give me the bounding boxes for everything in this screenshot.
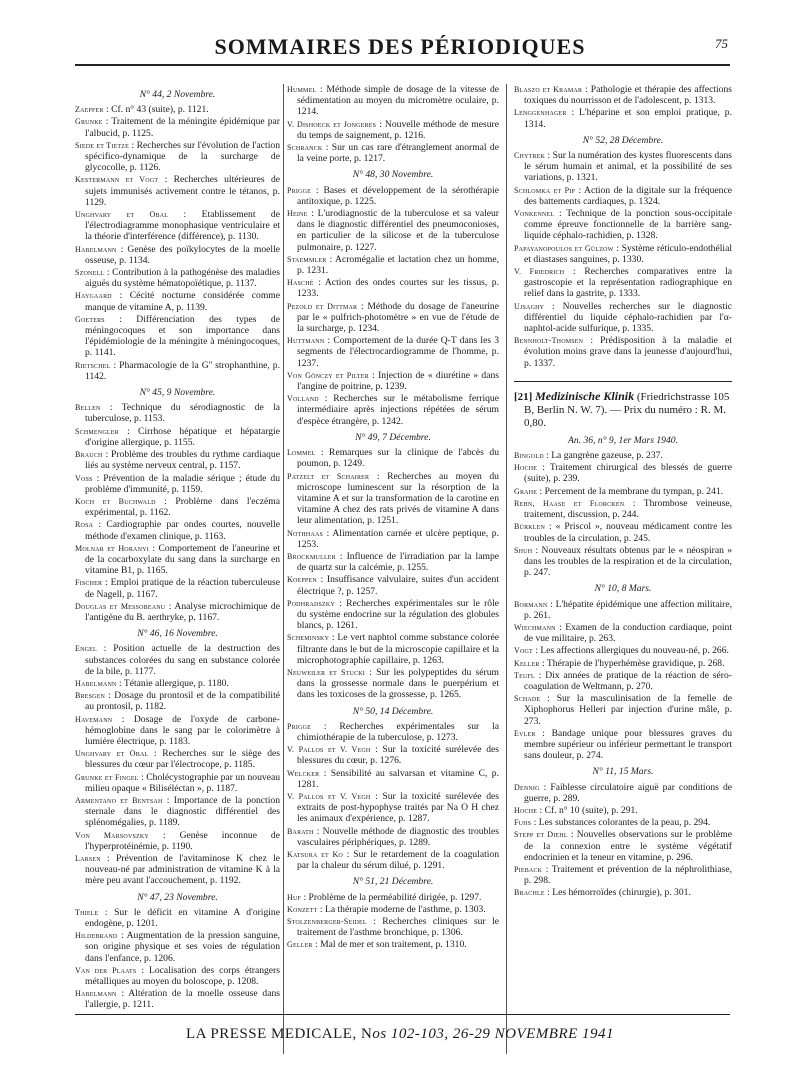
entry-text: : Méthode simple de dosage de la vitesse de sédimentation au moyen du micromètre oculaire, p. 1214. <box>297 84 499 118</box>
entry-text: : Sur un cas rare d'étranglement anormal de la veine porte, p. 1217. <box>297 142 499 165</box>
entry-text: : Genèse des poïkylocytes de la moelle osseuse, p. 1134. <box>85 243 280 266</box>
entry-text: : Sur le déficit en vitamine A d'origine endogène, p. 1201. <box>85 906 280 930</box>
entry-text: : Problème des troubles du rythme cardiaque liés au système nerveux central, p. 1157. <box>85 449 280 472</box>
entry-text: : L'hépatite épidémique une affection militaire, p. 261. <box>524 598 732 621</box>
entry-author: Siede et Tietze <box>75 140 129 150</box>
entry-text: : Genèse inconnue de l'hyperprotéinémie, p. 1190. <box>85 829 280 852</box>
entry-text: : Pharmacologie de la G'' strophanthine, p. 1142. <box>85 359 280 382</box>
list-item <box>287 744 499 766</box>
list-item <box>287 667 499 701</box>
entry-author: Papayanopoulos et Gülzow <box>514 243 614 253</box>
entry-text: : Cf. n° 43 (suite), p. 1121. <box>103 104 209 116</box>
entry-text: : Technique du sérodiagnostic de la tuberculose, p. 1153. <box>85 402 280 425</box>
entry-author: V. Friedrich <box>514 267 565 277</box>
entry-author: Larsen <box>75 854 101 863</box>
list-item <box>514 450 732 461</box>
entry-author: V. Pallos et V. Vegh <box>287 745 371 755</box>
list-item <box>75 174 280 208</box>
list-item <box>287 598 499 632</box>
entry-author: Pieback <box>514 864 543 874</box>
journal-name: Medizinische Klinik <box>535 388 635 403</box>
entry-author: V. Pallos et V. Vegh <box>287 791 371 801</box>
entry-text: : Recherches comparatives entre la gastroscopie et la représentation radiographique en relief dans la gastrite, p. 1333. <box>524 266 732 300</box>
entry-text: : Les hémorroïdes (chirurgie), p. 301. <box>544 887 691 899</box>
section-rule <box>514 381 732 382</box>
list-item <box>75 104 280 115</box>
list-item <box>514 658 732 669</box>
entry-author: Fischer <box>75 578 103 588</box>
entry-text: : Faiblesse circulatoire aiguë par conditions de guerre, p. 289. <box>524 781 732 804</box>
entry-author: Havemann <box>75 714 113 724</box>
list-item <box>75 290 280 312</box>
list-item <box>514 805 732 816</box>
entry-text: : Sur la toxicité surélevée des blessures du cœur, p. 1276. <box>297 744 499 767</box>
list-item <box>75 360 280 382</box>
entry-author: Vonkennel <box>514 209 555 219</box>
entry-text: : Sur la numération des kystes fluorescents dans le sérum humain et animal, et la possibilité de ses variations, p. 1321. <box>524 150 732 184</box>
entry-author: Rietschel <box>75 360 111 370</box>
entry-author: Prigge <box>287 185 311 195</box>
issue-heading: An. 36, n° 9, 1er Mars 1940. <box>568 434 678 446</box>
entry-author: Bormann <box>514 599 548 609</box>
column-3 <box>514 84 732 900</box>
entry-author: Stolzenberger-Seidel <box>287 917 367 927</box>
entry-author: Huttmann <box>287 336 325 346</box>
entry-author: Barath <box>287 826 314 836</box>
entry-text: : Dix années de pratique de la réaction de séro-coagulation de Weltmann, p. 270. <box>524 669 732 692</box>
entry-text: : Nouvelles observations sur le problème de la connexion entre le système végétatif endocrinien et la teneur en vitamine, p. 296. <box>524 829 732 863</box>
entry-author: Van der Plaats <box>75 965 137 975</box>
entry-author: Patzelt et Schairer <box>287 471 370 481</box>
list-item <box>287 551 499 573</box>
issue-heading: N° 44, 2 Novembre. <box>139 89 216 100</box>
entry-author: Goeters <box>75 314 105 324</box>
entry-author: Lommel <box>287 448 316 458</box>
entry-text: : Cardiographie par ondes courtes, nouvelle méthode d'examen clinique, p. 1163. <box>85 519 280 542</box>
entry-text: : Nouvelles recherches sur le diagnostic différentiel du liquide céphalo-rachidien par l'α-naphtol-acide sulfurique, p. 1335. <box>524 300 732 335</box>
list-item <box>287 768 499 790</box>
list-item <box>75 830 280 852</box>
entry-text: : Technique de la ponction sous-occipitale comme épreuve fonctionnelle de la barrière sang-liquide céphalo-rachidien, p. 1328. <box>524 208 732 242</box>
issue-heading: N° 46, 16 Novembre. <box>137 628 218 640</box>
list-item <box>514 622 732 644</box>
list-item <box>75 116 280 138</box>
list-item <box>514 266 732 300</box>
list-item <box>75 795 280 829</box>
entry-text: : Méthode du dosage de l'aneurine par le « pulfrich-photomètre » en vue de l'étude de la surcharge, p. 1234. <box>297 300 499 335</box>
entry-author: Nothhaas <box>287 528 324 538</box>
list-item <box>287 277 499 299</box>
list-item <box>514 301 732 335</box>
list-item <box>287 185 499 207</box>
list-item <box>75 577 280 599</box>
list-item <box>287 335 499 369</box>
entry-author: Bellen <box>75 403 101 413</box>
entry-author: Volland <box>287 394 319 404</box>
list-item <box>514 887 732 898</box>
entry-author: Bennholt-Thomsen <box>514 336 584 346</box>
entry-text: : Recherches au moyen du microscope luminescent sur la résorption de la vitamine A et sur la transformation de la carotine en vitamine A chez des rats privés de vitamine A dans leur alimentation, p. 1251. <box>297 470 499 527</box>
entry-text: : Les substances colorantes de la peau, p. 294. <box>531 817 711 829</box>
entry-text: : Sur les polypeptides du sérum dans la grossesse normale dans le puerpérium et dans les toxicoses de la grossesse, p. 1265. <box>297 666 499 701</box>
entry-text: : Action des ondes courtes sur les tissus, p. 1233. <box>297 277 499 300</box>
list-item <box>514 829 732 863</box>
list-item <box>75 140 280 174</box>
entry-text: : Recherches sur le métabolisme ferrique intermédiaire après injections répétées de sérum d'espèce étrangère, p. 1242. <box>297 393 499 427</box>
entry-author: Ujsaghy <box>514 301 545 311</box>
list-item <box>75 690 280 712</box>
entry-author: Rosa <box>75 520 94 530</box>
list-item <box>287 447 499 469</box>
list-item <box>514 645 732 656</box>
issue-heading: N° 52, 28 Décembre. <box>582 134 664 146</box>
list-item <box>514 693 732 727</box>
entry-text: : Nouveaux résultats obtenus par le « néospiran » dans les troubles de la respiration et de la circulation, p. 247. <box>524 544 732 579</box>
entry-text: : Traitement chirurgical des blessés de guerre (suite), p. 239. <box>524 462 732 485</box>
list-item <box>287 574 499 596</box>
list-item <box>514 150 732 184</box>
list-item <box>287 528 499 550</box>
list-item <box>75 748 280 770</box>
entry-text: : Prévention de l'avitaminose K chez le nouveau-né par administration de vitamine K à la mère peu avant l'accouchement, p. 1192. <box>85 853 280 887</box>
entry-text: : Examen de la conduction cardiaque, point de vue militaire, p. 263. <box>524 621 732 645</box>
list-item <box>75 543 280 577</box>
list-item <box>75 853 280 887</box>
entry-text: : Système réticulo-endothélial et diastases sanguines, p. 1330. <box>524 242 732 265</box>
list-item <box>287 393 499 427</box>
list-item <box>287 939 499 950</box>
list-item <box>514 107 732 129</box>
entry-text: : La gangrène gazeuse, p. 237. <box>543 450 663 462</box>
entry-text: : Recherches expérimentales sur le rôle du système endocrine sur la régulation des globules blancs, p. 1261. <box>297 597 499 632</box>
list-item <box>287 301 499 335</box>
entry-author: Grunke et Fingel <box>75 772 139 782</box>
entry-author: Shuh <box>514 545 533 555</box>
list-item <box>287 721 499 743</box>
entry-text: : Action de la digitale sur la fréquence des battements cardiaques, p. 1324. <box>524 184 732 207</box>
list-item <box>514 462 732 484</box>
entry-text: : Sur le retardement de la coagulation par la chaleur du sérum dilué, p. 1291. <box>297 849 500 872</box>
entry-author: Hummel <box>287 85 317 94</box>
entry-text: : Importance de la ponction sternale dans le diagnostic différentiel des splénomégalies, p. 1189. <box>85 794 280 829</box>
entry-author: Thiele <box>75 907 99 917</box>
entry-author: Keller <box>514 658 540 668</box>
entry-text: : Sur la masculinisation de la femelle de Xiphophorus Helleri par injection d'urine mâle, p. 273. <box>524 693 732 727</box>
list-item <box>75 314 280 359</box>
list-item <box>75 496 280 518</box>
entry-text: : Analyse microchimique de l'antigène du B. aerthryke, p. 1167. <box>85 600 280 623</box>
list-item <box>514 864 732 886</box>
list-item <box>287 826 499 848</box>
entry-text: : La thérapie moderne de l'asthme, p. 1303. <box>317 903 486 915</box>
issue-heading: N° 10, 8 Mars. <box>594 583 652 595</box>
entry-author: Chytrek <box>514 151 546 161</box>
list-item <box>287 119 499 141</box>
entry-text: : Altération de la moelle osseuse dans l'allergie, p. 1211. <box>85 988 280 1011</box>
list-item <box>287 632 499 666</box>
entry-author: Unghvary et Obal <box>75 749 149 759</box>
issue-heading: N° 50, 14 Décembre. <box>352 705 434 717</box>
column-1 <box>75 84 280 1012</box>
journal-heading <box>514 390 732 430</box>
entry-text: : Localisation des corps étrangers métalliques au moyen du boloscope, p. 1208. <box>85 964 280 988</box>
page-number: 75 <box>715 36 728 51</box>
entry-text: : Sur la toxicité surélevée des extraits de post-hypophyse traités par Na O H chez les animaux d'expérience, p. 1287. <box>297 790 499 825</box>
entry-author: Blaszo et Kramar <box>514 85 583 94</box>
list-item <box>75 473 280 495</box>
list-item <box>75 772 280 794</box>
entry-text: : Recherches ultérieures de sujets immunisés activement contre le tétanos, p. 1129. <box>85 174 281 208</box>
entry-author: Prigge <box>287 721 311 731</box>
list-item <box>514 728 732 762</box>
list-item <box>514 498 732 520</box>
entry-text: : Différenciation des types de méningocoques et son importance dans l'épidémiologie de la méningite à méningocoques, p. 1141. <box>85 313 280 359</box>
list-item <box>287 142 499 164</box>
column-2 <box>287 84 499 952</box>
entry-author: Hoche <box>514 463 538 473</box>
entry-author: Kestermann et Vogt <box>75 175 159 185</box>
list-item <box>514 782 732 804</box>
entry-author: Engel <box>75 644 97 654</box>
entry-author: Bingold <box>514 451 544 461</box>
column-divider <box>506 84 507 1054</box>
list-item <box>75 449 280 471</box>
entry-text: : Insuffisance valvulaire, suites d'un accident électrique ?, p. 1257. <box>297 574 499 597</box>
footer-journal: LA PRESSE MEDICALE, N <box>185 1026 373 1042</box>
entry-text: : Traitement et prévention de la néphrolithiase, p. 298. <box>524 863 732 887</box>
entry-author: Brauch <box>75 450 103 460</box>
entry-author: Von Gönczy et Pilter <box>287 370 369 380</box>
entry-text: : Nouvelle méthode de diagnostic des troubles vasculaires périphériques, p. 1289. <box>297 825 499 848</box>
entry-author: Armentano et Bentsah <box>75 795 163 805</box>
entry-text: : Cf. n° 10 (suite), p. 291. <box>537 804 638 816</box>
entry-author: Zaepfer <box>75 105 104 115</box>
entry-text: : Problème dans l'eczéma expérimental, p. 1162. <box>85 495 280 519</box>
entry-author: Pezold et Dittmar <box>287 301 358 311</box>
entry-author: Heine <box>287 209 308 219</box>
entry-author: Vogt <box>514 646 533 656</box>
entry-text: : Recherches sur l'évolution de l'action spécifico-dynamique de la surcharge de glycocolle, p. 1126. <box>85 139 280 174</box>
entry-author: Rehn, Haase et Florcken <box>514 498 625 508</box>
column-divider <box>283 84 284 1054</box>
entry-text: : Influence de l'irradiation par la lampe de quartz sur la calcémie, p. 1255. <box>297 550 499 574</box>
list-item <box>287 84 499 118</box>
entry-author: Von Marsovszky <box>75 830 149 840</box>
entry-author: Teufl <box>514 670 535 680</box>
entry-author: Schranck <box>287 143 323 153</box>
issue-heading: N° 48, 30 Novembre. <box>352 169 434 181</box>
list-item <box>514 521 732 543</box>
list-item <box>75 930 280 964</box>
list-item <box>75 601 280 623</box>
entry-text: : Sensibilité au salvarsan et vitamine C, p. 1281. <box>297 767 499 790</box>
list-item <box>287 208 499 253</box>
entry-text: : Cholécystographie par un nouveau milieu opaque « Biliséléctan », p. 1187. <box>85 771 281 794</box>
entry-text: : Dosage du prontosil et de la compatibilité au prontosil, p. 1182. <box>85 690 280 713</box>
issue-heading: N° 51, 21 Décembre. <box>352 876 434 888</box>
entry-text: : Comportement de l'aneurine et de la cocarboxylate du sang dans la surcharge en vitamine B1, p. 1165. <box>85 542 280 577</box>
entry-author: Wiechmann <box>514 622 556 632</box>
entry-text: : Acromégalie et lactation chez un homme, p. 1231. <box>297 253 499 277</box>
entry-author: Grunke <box>75 117 103 127</box>
entry-text: : Etablissement de l'électrodiagramme monophasique ventriculaire et la théorie d'interférence (différence), p. 1130. <box>85 209 280 243</box>
entry-text: : Tétanie allergique, p. 1180. <box>116 677 229 689</box>
list-item <box>287 471 499 527</box>
page-title: SOMMAIRES DES PÉRIODIQUES <box>214 34 586 59</box>
entry-author: Dennig <box>514 782 540 792</box>
list-item <box>287 254 499 276</box>
entry-text: : Dosage de l'oxyde de carbone-hémoglobine dans le sang par le colorimètre à lumière électrique, p. 1183. <box>85 713 280 747</box>
list-item <box>287 849 499 871</box>
list-item <box>514 243 732 265</box>
entry-author: Neuweiler et Stucki <box>287 667 365 677</box>
entry-author: Evler <box>514 728 536 738</box>
list-item <box>514 84 732 106</box>
entry-author: Fuhs <box>514 818 532 828</box>
entry-text: : Le vert naphtol comme substance colorée filtrante dans le but de la microscopie capillaire et la microphotographie capillaire, p. 1263. <box>297 632 499 666</box>
entry-text: : Recherches sur le siège des blessures du cœur par l'électrocope, p. 1185. <box>85 748 281 771</box>
list-item <box>514 335 732 369</box>
list-item <box>514 670 732 692</box>
list-item <box>75 244 280 266</box>
list-item <box>75 519 280 541</box>
entry-author: Bresgen <box>75 691 106 701</box>
journal-address: (Friedrichstrasse 105 B, Berlin N. W. 7). — Prix du numéro : R. M. 0,80. <box>524 390 730 429</box>
list-item <box>75 714 280 748</box>
list-item <box>75 907 280 929</box>
list-item <box>514 208 732 242</box>
list-item <box>514 545 732 579</box>
entry-author: Brockmuller <box>287 551 336 561</box>
footer-rule <box>75 1014 730 1015</box>
entry-text: : L'urodiagnostic de la tuberculose et sa valeur dans le diagnostic différentiel des pneumoconioses, en particulier de la silicose et de la tuberculose pulmonaire, p. 1227. <box>297 208 499 253</box>
entry-text: : Traitement de la méningite épidémique par l'albucid, p. 1125. <box>85 116 280 139</box>
entry-author: Koch et Buchwald <box>75 496 156 506</box>
entry-author: Podhradszky <box>287 598 335 608</box>
list-item <box>287 370 499 392</box>
header-rule <box>75 64 730 66</box>
entry-text: : Recherches expérimentales sur la chimiothérapie de la tuberculose, p. 1273. <box>297 720 499 743</box>
entry-author: Huf <box>287 892 302 902</box>
entry-text: : Problème de la perméabilité dirigée, p. 1297. <box>301 891 482 903</box>
entry-author: Bürklen <box>514 522 546 532</box>
entry-text: : Remarques sur la clinique de l'abcès du poumon, p. 1249. <box>297 447 499 470</box>
entry-text: : Les affections allergiques du nouveau-né, p. 266. <box>532 645 729 657</box>
list-item <box>75 209 280 243</box>
entry-text: : Cirrhose hépatique et hépatargie d'origine allergique, p. 1155. <box>85 425 280 448</box>
entry-text: : Emploi pratique de la réaction tuberculeuse de Nagell, p. 1167. <box>85 577 280 600</box>
entry-author: V. Dishoeck et Jongeres <box>287 119 377 129</box>
entry-author: Hildebrand <box>75 931 118 941</box>
list-item <box>75 426 280 448</box>
issue-heading: N° 45, 9 Novembre. <box>139 387 216 399</box>
entry-author: Lenggenhager <box>514 108 567 118</box>
entry-text: : Recherches cliniques sur le traitement de l'asthme bronchique, p. 1306. <box>297 916 499 939</box>
list-item <box>75 678 280 689</box>
entry-text: : « Priscol », nouveau médicament contre les troubles de la circulation, p. 245. <box>524 521 732 544</box>
entry-author: Scheminsky <box>287 633 330 643</box>
entry-text: : Contribution à la pathogénèse des maladies aiguës du système hématopoïétique, p. 1137. <box>85 267 280 290</box>
entry-author: Konzett <box>287 904 318 914</box>
entry-author: Habelmann <box>75 678 117 688</box>
entry-author: Molnar et Horanyi <box>75 543 149 553</box>
list-item <box>75 267 280 289</box>
list-item <box>75 402 280 424</box>
issue-heading: N° 11, 15 Mars. <box>592 766 654 778</box>
entry-author: Staemmler <box>287 254 327 264</box>
entry-author: Katsura et Ko <box>287 850 343 859</box>
entry-text: : Percement de la membrane du tympan, p. 241. <box>537 485 724 497</box>
entry-author: Hoche <box>514 805 538 815</box>
entry-author: Schmengler <box>75 426 119 436</box>
entry-text: : Augmentation de la pression sanguine, son origine physique et ses voies de régulation dans l'enfance, p. 1206. <box>85 930 280 964</box>
entry-text: : L'héparine et son emploi pratique, p. 1314. <box>524 107 732 130</box>
entry-text: : Cécité nocturne considérée comme manque de vitamine A, p. 1139. <box>85 290 280 313</box>
entry-text: : Thrombose veineuse, traitement, discussion, p. 244. <box>524 497 732 521</box>
entry-author: Brachle <box>514 888 545 898</box>
list-item <box>514 486 732 497</box>
entry-author: Unghvary et Obal <box>75 210 169 220</box>
entry-author: Douglas et Messobeanu <box>75 601 166 611</box>
list-item <box>287 916 499 938</box>
list-item <box>75 965 280 987</box>
entry-text: : Alimentation carnée et ulcère peptique, p. 1253. <box>297 527 499 550</box>
entry-author: Schlomka et Pip <box>514 185 575 195</box>
list-item <box>514 599 732 621</box>
list-item <box>287 892 499 903</box>
entry-text: : Prédisposition à la maladie et évolution moins grave dans la jeunesse d'aujourd'hui, p. 1337. <box>524 335 732 369</box>
entry-text: : Position actuelle de la destruction des substances colorées du sang en substance colorée de la bile, p. 1177. <box>85 643 280 677</box>
entry-author: Habelmann <box>75 244 117 254</box>
entry-text: : Mal de mer et son traitement, p. 1310. <box>312 939 467 951</box>
entry-author: Hasché <box>287 278 314 288</box>
entry-text: : Thérapie de l'hyperhémèse gravidique, p. 268. <box>539 657 725 669</box>
list-item <box>287 791 499 825</box>
list-item <box>75 643 280 677</box>
entry-text: : Nouvelle méthode de mesure du temps de saignement, p. 1216. <box>297 118 499 141</box>
issue-heading: N° 49, 7 Décembre. <box>355 431 431 443</box>
entry-author: Stepp et Diehl <box>514 830 568 840</box>
entry-author: Szonell <box>75 268 105 278</box>
issue-heading: N° 47, 23 Novembre. <box>137 891 218 903</box>
entry-text: : Bandage unique pour blessures graves du membre supérieur ou inférieur permettant le transport sans douleur, p. 274. <box>524 727 732 762</box>
journal-footer <box>0 1026 800 1043</box>
entry-text: : Prévention de la maladie sérique ; étude du problème d'immunité, p. 1159. <box>85 472 280 495</box>
list-item <box>514 185 732 207</box>
entry-author: Geller <box>287 940 313 950</box>
entry-author: Grahe <box>514 486 538 496</box>
entry-text: : Comportement de la durée Q-T dans les 3 segments de l'électrocardiogramme de l'homme, p. 1237. <box>297 335 499 369</box>
list-item <box>75 988 280 1010</box>
entry-text: : Injection de « diurétine » dans l'angine de poitrine, p. 1239. <box>297 369 499 393</box>
journal-number: [21] <box>514 390 536 403</box>
entry-author: Voss <box>75 473 93 483</box>
footer-numbers: os 102-103, 26-29 NOVEMBRE 1941 <box>372 1026 615 1042</box>
entry-text: : Pathologie et thérapie des affections toxiques du nourrisson et de l'adolescent, p. 1313. <box>524 84 732 107</box>
entry-author: Koeppen <box>287 575 317 585</box>
list-item <box>287 904 499 915</box>
entry-author: Haygaard <box>75 291 112 301</box>
entry-author: Habelmann <box>75 989 117 999</box>
entry-text: : Bases et développement de la sérothérapie antitoxique, p. 1225. <box>297 184 499 207</box>
list-item <box>514 817 732 828</box>
entry-author: Welcker <box>287 768 320 778</box>
entry-author: Schade <box>514 694 541 704</box>
